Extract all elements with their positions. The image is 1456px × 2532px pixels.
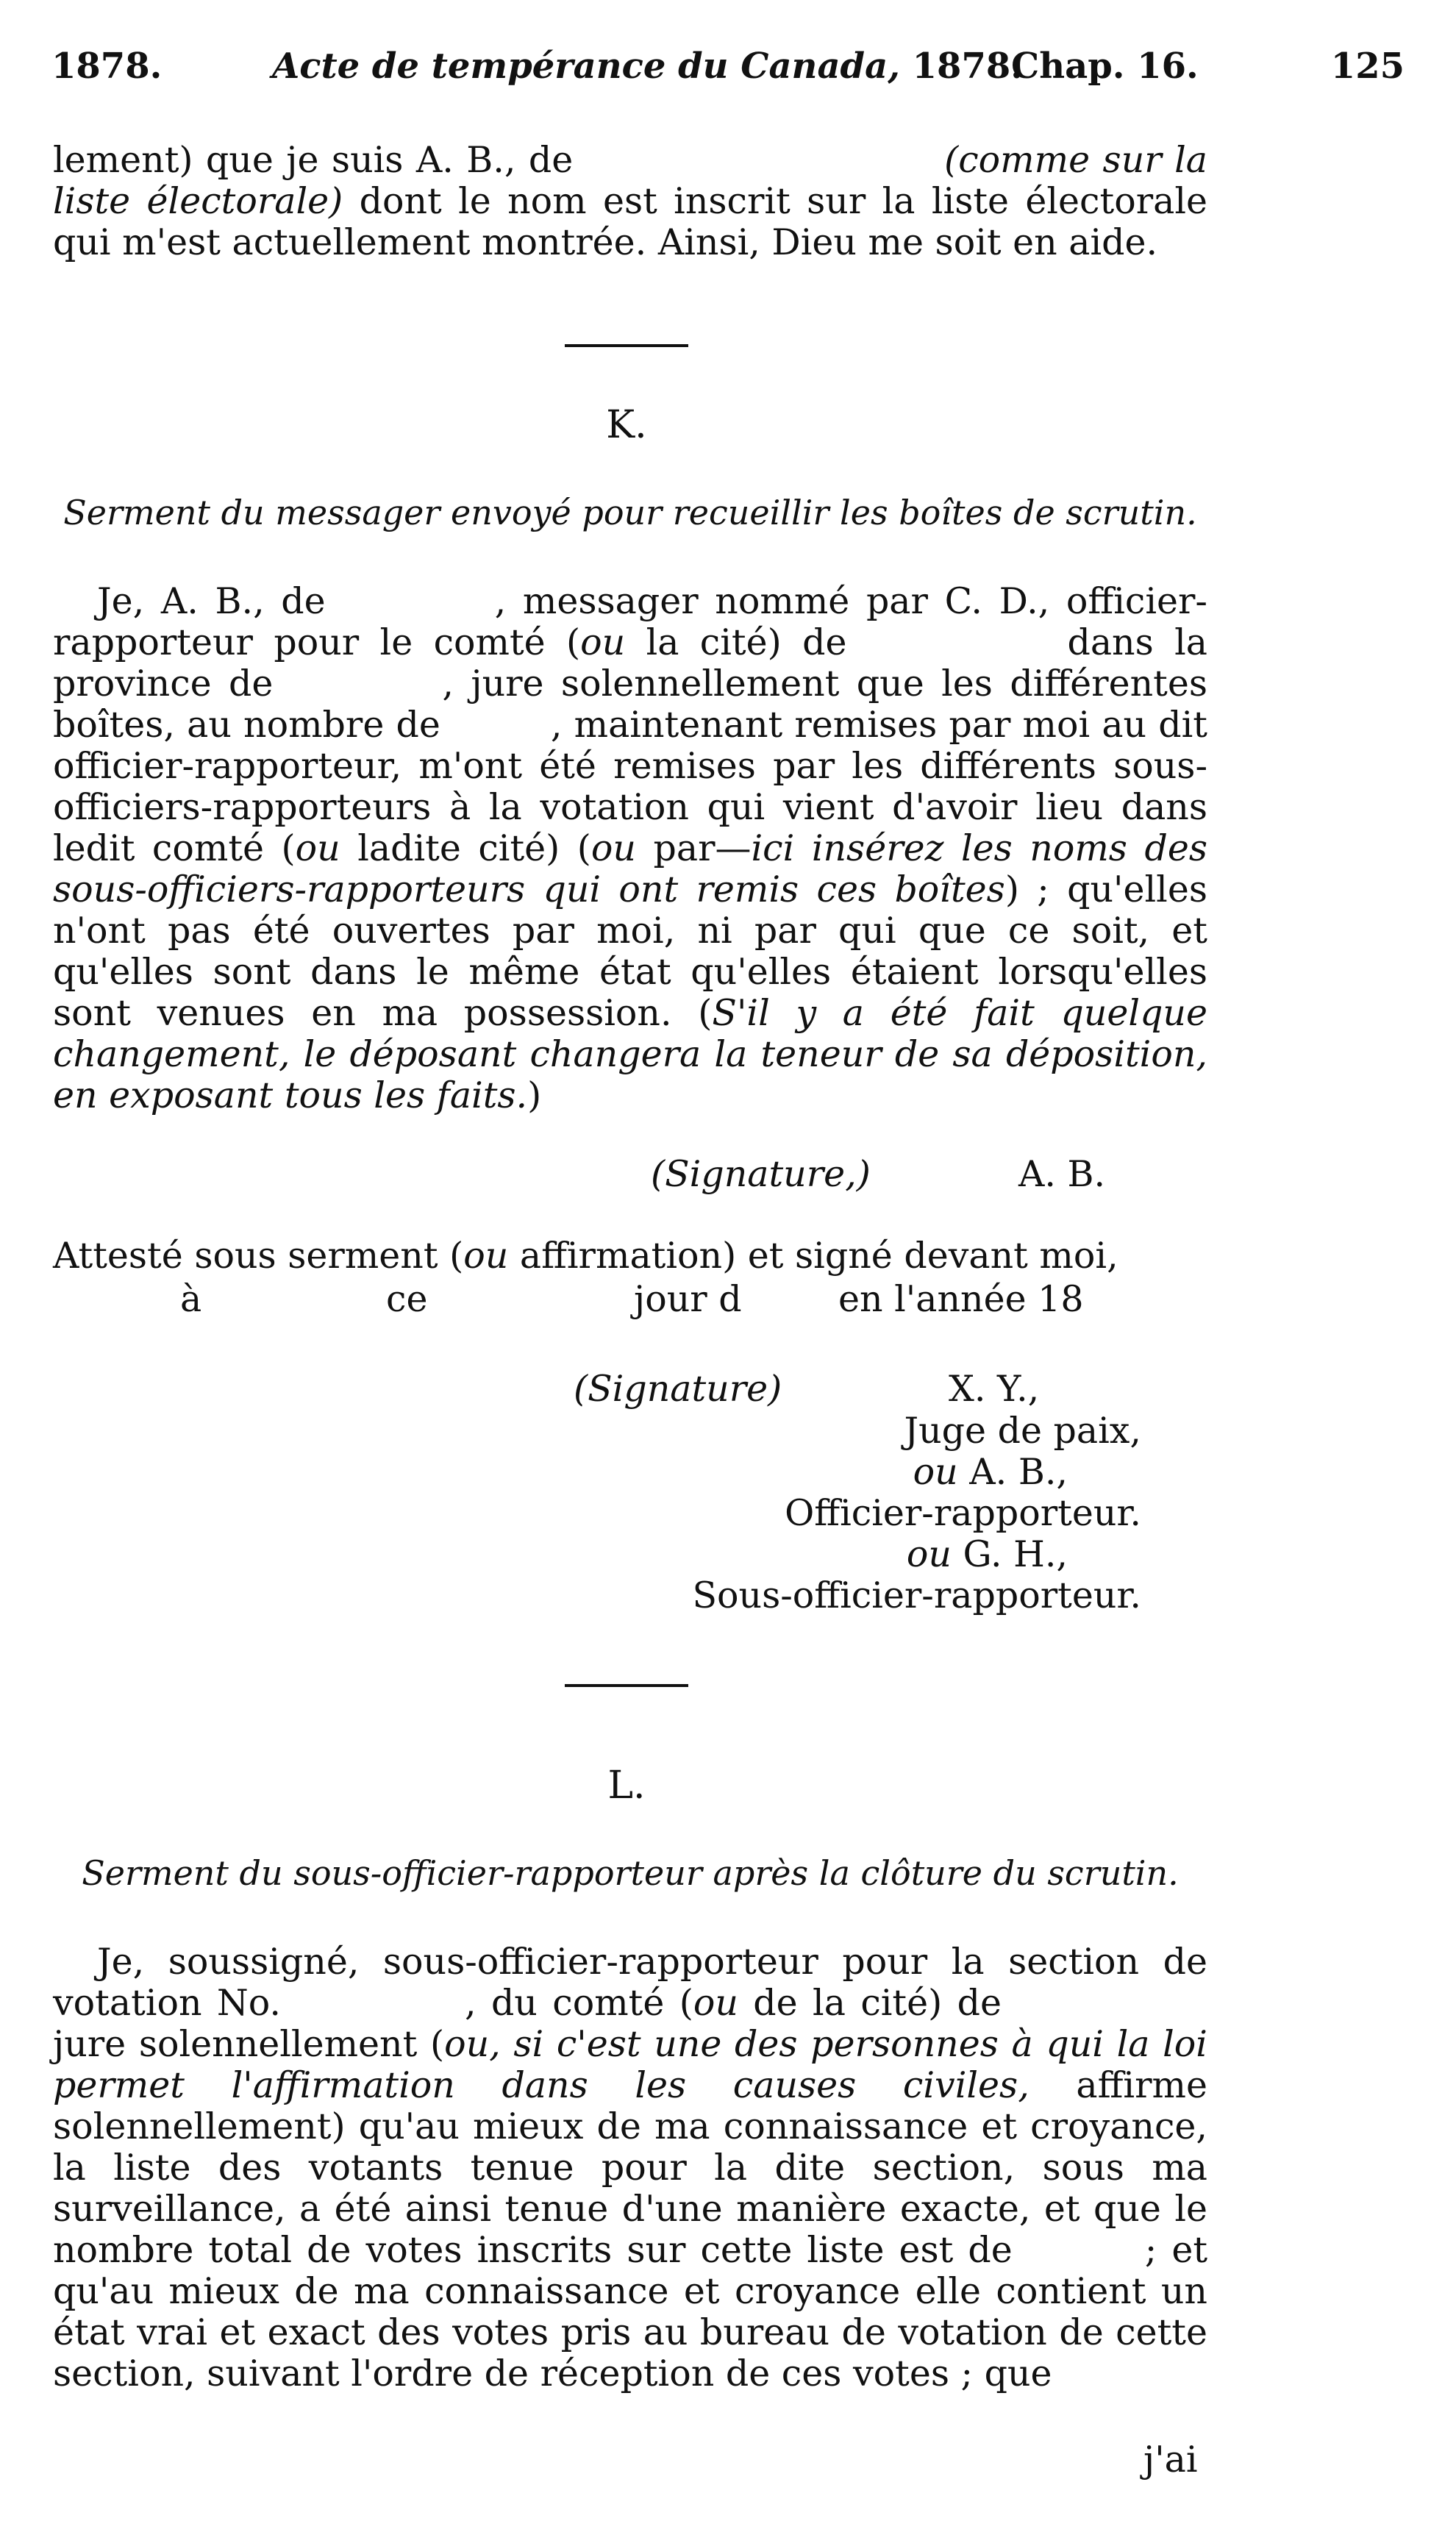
signature-name: A. B.: [1018, 1153, 1106, 1195]
section-k-paragraph: [53, 581, 1207, 1116]
attest-jour: jour d: [634, 1278, 742, 1320]
section-divider: [565, 1684, 688, 1687]
text-span: ou: [693, 1982, 738, 2024]
signature2-label-text: (Signature): [574, 1368, 782, 1410]
text-span: G. H.,: [951, 1533, 1068, 1575]
top-paragraph-italic: (comme sur la liste électorale): [53, 139, 1207, 222]
text-span: affirme solennellement) qu'au mieux de ma connaissance et croyance, la liste des votants tenue pour la dite section, sous ma surveillance, a été ainsi tenue d'une manière exacte, et que le nombre total de votes inscrits sur cette liste est de: [53, 2064, 1207, 2271]
text-span: la cité) de: [625, 621, 847, 663]
header-year: 1878.: [51, 46, 163, 87]
text-span: dans la province de: [53, 621, 1207, 705]
text-span: ou: [906, 1533, 952, 1575]
role-alt-gh: [662, 1534, 1141, 1575]
section-l-letter: L.: [607, 1764, 646, 1808]
top-paragraph-end: dont le nom est inscrit sur la liste électorale qui m'est actuellement montrée. Ainsi, Dieu me soit en aide.: [53, 180, 1208, 263]
text-span: ou: [295, 827, 340, 869]
text-span: , messager nommé par C. D., officier-rapporteur pour le comté (: [53, 580, 1207, 663]
header-page-number: 125: [1330, 46, 1405, 87]
section-divider: [565, 344, 688, 347]
attest-at: à: [180, 1278, 202, 1320]
text-span: affirmation) et signé devant moi,: [508, 1235, 1118, 1277]
header-chapter: Chap. 16.: [1011, 46, 1199, 87]
header-title-text: Acte de tempérance du Canada,: [272, 46, 900, 87]
role-officer: Officier-rapporteur.: [785, 1492, 1141, 1534]
text-span: ou: [580, 621, 626, 663]
text-span: ici insérez les noms des sous-officiers-rapporteurs qui ont remis ces boîtes: [53, 827, 1207, 910]
text-span: ) ; qu'elles n'ont pas été ouvertes par moi, ni par qui que ce soit, et qu'elles sont dans le même état qu'elles étaient lorsqu'elles sont venues en ma possession. (: [53, 869, 1207, 1034]
text-span: A. B.,: [957, 1451, 1068, 1493]
text-span: de la cité) de: [738, 1982, 1002, 2024]
officer-roles: [662, 1411, 1141, 1616]
text-span: , du comté (: [464, 1982, 693, 2024]
text-span: jure solennellement (: [53, 2023, 445, 2065]
text-span: S'il y a été fait quelque changement, le déposant changera la teneur de sa déposition, en exposant tous les faits.: [53, 992, 1207, 1116]
section-k-title: Serment du messager envoyé pour recueillir les boîtes de scrutin.: [63, 493, 1197, 532]
text-span: ): [527, 1074, 542, 1116]
section-k-letter: K.: [606, 403, 647, 447]
text-span: , jure solennellement que les différentes boîtes, au nombre de: [53, 663, 1207, 746]
top-paragraph: [53, 140, 1207, 263]
text-span: ou: [913, 1451, 958, 1493]
signature2-label: [574, 1368, 782, 1410]
role-sub-officer: Sous-officier-rapporteur.: [692, 1575, 1141, 1616]
running-header: [51, 46, 1405, 104]
role-justice: Juge de paix,: [904, 1410, 1141, 1452]
header-title-year: 1878.: [912, 46, 1023, 87]
attestation-line: [53, 1235, 1207, 1277]
section-l-paragraph: [53, 1941, 1207, 2394]
text-span: ; et qu'au mieux de ma connaissance et croyance elle contient un état vrai et exact des votes pris au bureau de votation de cette section, suivant l'ordre de réception de ces votes ; que: [53, 2229, 1208, 2394]
text-span: ou: [463, 1235, 509, 1277]
text-span: Attesté sous serment (: [53, 1235, 464, 1277]
catchword: j'ai: [1143, 2439, 1198, 2481]
attest-year: en l'année 18: [838, 1278, 1084, 1320]
text-span: Je, A. B., de: [97, 580, 326, 622]
text-span: ou, si c'est une des personnes à qui la loi permet l'affirmation dans les causes civiles,: [53, 2023, 1207, 2106]
attest-ce: ce: [386, 1278, 428, 1320]
text-span: , maintenant remises par moi au dit officier-rapporteur, m'ont été remises par les différents sous-officiers-rapporteurs à la votation qui vient d'avoir lieu dans ledit comté (: [53, 704, 1207, 869]
text-span: ladite cité) (: [340, 827, 591, 869]
text-span: par—: [635, 827, 752, 869]
header-title: [272, 46, 1023, 87]
signature2-name: X. Y.,: [949, 1368, 1040, 1410]
section-l-title: Serment du sous-officier-rapporteur après la clôture du scrutin.: [82, 1853, 1179, 1893]
text-span: ou: [590, 827, 636, 869]
role-alt-ab: [662, 1452, 1141, 1493]
signature-label-text: (Signature,): [651, 1153, 871, 1195]
top-paragraph-start: lement) que je suis A. B., de: [53, 139, 574, 181]
signature-label: [651, 1153, 871, 1195]
text-span: Je, soussigné, sous-officier-rapporteur pour la section de votation No.: [53, 1941, 1207, 2024]
